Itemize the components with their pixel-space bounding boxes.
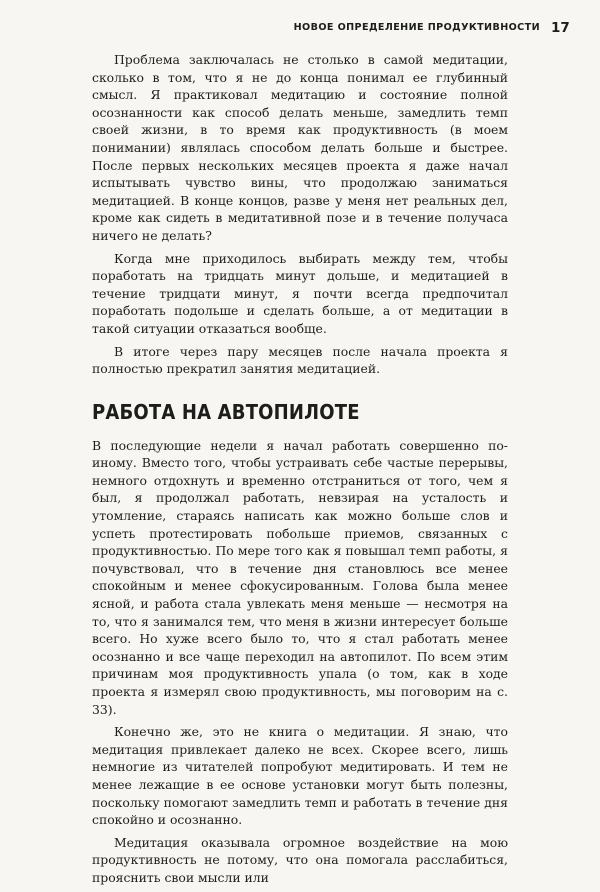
page-number: 17 — [551, 20, 570, 36]
paragraph: В итоге через пару месяцев после начала проекта я полностью прекратил занятия медитацией. — [92, 343, 508, 377]
paragraph: Проблема заключалась не столько в самой медитации, сколько в том, что я не до конца понимал ее глубинный смысл. Я практиковал медитацию и состояние полной осознанности как способ делать меньше, замедлить темп своей жизни, в то время как продуктивность (в моем понимании) являлась способом делать больше и быстрее. После первых нескольких месяцев проекта я даже начал испытывать чувство вины, что продолжаю заниматься медитацией. В конце концов, разве у меня нет реальных дел, кроме как сидеть в медитативной позе и в течение получаса ничего не делать? — [92, 52, 508, 243]
page-body — [92, 51, 508, 892]
paragraph: В последующие недели я начал работать совершенно по-иному. Вместо того, чтобы устраивать себе частые перерывы, немного отдохнуть и временно отстраниться от того, чем я был, я продолжал работать, невзирая на усталость и утомление, стараясь написать как можно больше слов и успеть протестировать побольше приемов, связанных с продуктивностью. По мере того как я повышал темп работы, я почувствовал, что в течение дня становлюсь все менее спокойным и менее сфокусированным. Голова была менее ясной, и работа стала увлекать меня меньше — несмотря на то, что я занимался тем, что меня в жизни интересует больше всего. Но хуже всего было то, что я стал работать менее осознанно и все чаще переходил на автопилот. По всем этим причинам моя продуктивность упала (о том, как в ходе проекта я измерял свою продуктивность, мы поговорим на с. 33). — [92, 437, 508, 717]
paragraph: Конечно же, это не книга о медитации. Я знаю, что медитация привлекает далеко не всех. Скорее всего, лишь немногие из читателей попробуют медитировать. И тем не менее лежащие в ее основе установки могут быть полезны, поскольку помогают замедлить темп и работать в течение дня спокойно и осознанно. — [92, 724, 508, 828]
paragraph: Когда мне приходилось выбирать между тем, чтобы поработать на тридцать минут дольше, и медитацией в течение тридцати минут, я почти всегда предпочитал поработать подольше и сделать больше, а от медитации в такой ситуации отказаться вообще. — [92, 250, 508, 336]
running-title: НОВОЕ ОПРЕДЕЛЕНИЕ ПРОДУКТИВНОСТИ — [293, 22, 540, 33]
section-heading: РАБОТА НА АВТОПИЛОТЕ — [92, 399, 360, 424]
paragraph: Медитация оказывала огромное воздействие на мою продуктивность не потому, что она помогала расслабиться, прояснить свои мысли или — [92, 834, 508, 885]
